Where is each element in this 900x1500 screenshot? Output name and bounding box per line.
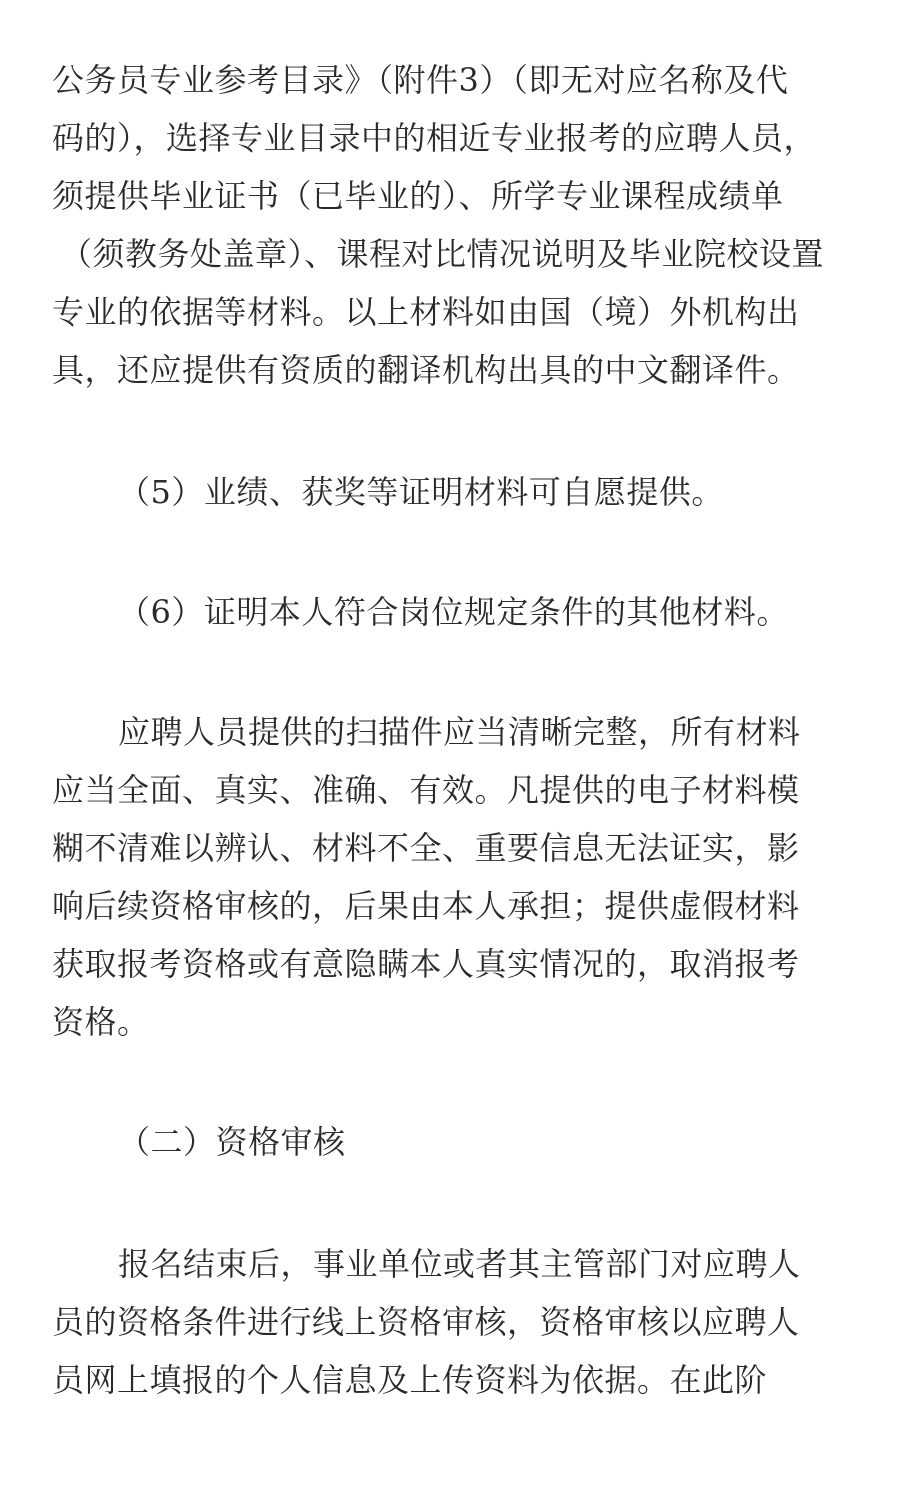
text-line: 糊不清难以辨认、材料不全、重要信息无法证实，影 <box>52 829 800 867</box>
text-line: 员的资格条件进行线上资格审核，资格审核以应聘人 <box>52 1303 800 1341</box>
section-heading: （二）资格审核 <box>118 1123 346 1161</box>
text-line: 须提供毕业证书（已毕业的）、所学专业课程成绩单 <box>52 177 784 215</box>
text-line: 获取报考资格或有意隐瞒本人真实情况的，取消报考 <box>52 945 800 983</box>
text-line: 响后续资格审核的，后果由本人承担；提供虚假材料 <box>52 887 800 925</box>
list-item-5: （5）业绩、获奖等证明材料可自愿提供。 <box>118 473 724 511</box>
text-line: （须教务处盖章）、课程对比情况说明及毕业院校设置 <box>60 235 825 273</box>
text-line: 资格。 <box>52 1003 150 1041</box>
text-line: 码的），选择专业目录中的相近专业报考的应聘人员， <box>52 119 817 157</box>
text-line: 专业的依据等材料。以上材料如由国（境）外机构出 <box>52 293 800 331</box>
text-line: 具，还应提供有资质的翻译机构出具的中文翻译件。 <box>52 351 800 389</box>
text-line: 公务员专业参考目录》（附件3）（即无对应名称及代 <box>52 61 789 99</box>
text-line: 应聘人员提供的扫描件应当清晰完整，所有材料 <box>118 713 801 751</box>
list-item-6: （6）证明本人符合岗位规定条件的其他材料。 <box>118 593 789 631</box>
text-line: 应当全面、真实、准确、有效。凡提供的电子材料模 <box>52 771 800 809</box>
text-line: 报名结束后，事业单位或者其主管部门对应聘人 <box>118 1245 801 1283</box>
text-line: 员网上填报的个人信息及上传资料为依据。在此阶 <box>52 1361 768 1399</box>
